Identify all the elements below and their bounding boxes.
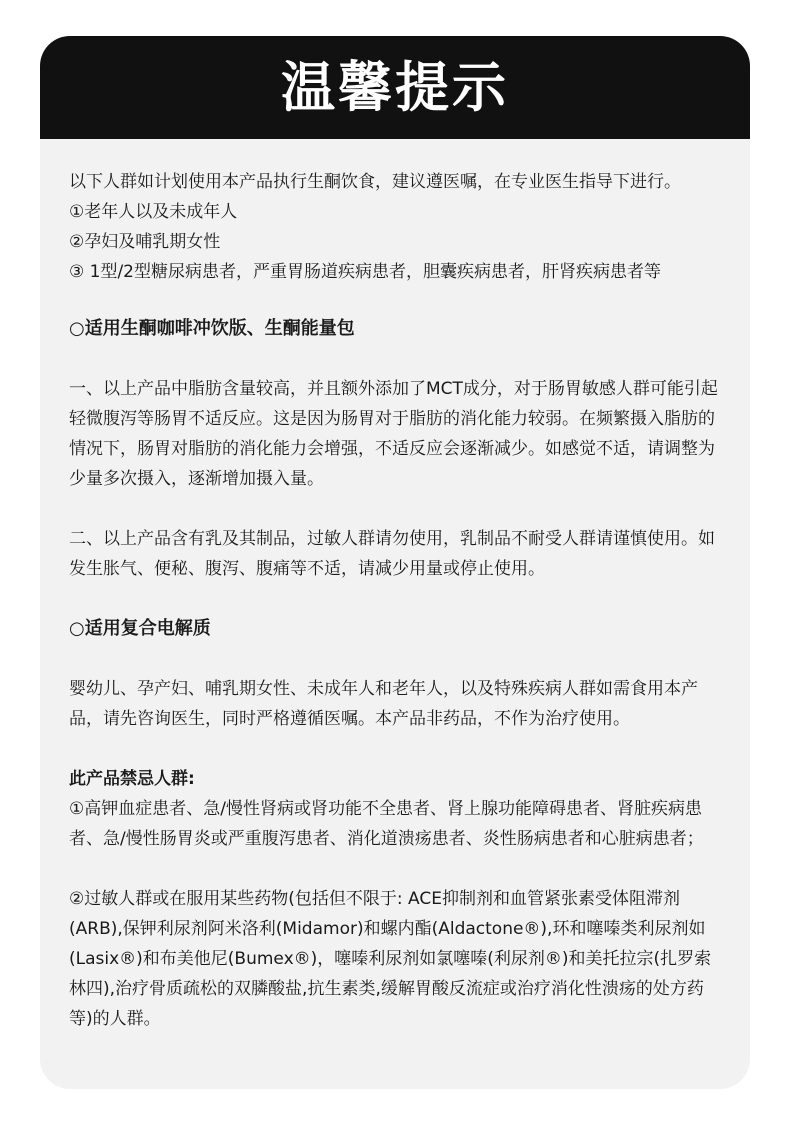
intro-block [69, 167, 721, 287]
intro-text: 以下人群如计划使用本产品执行生酮饮食，建议遵医嘱，在专业医生指导下进行。 [69, 172, 681, 192]
header-bar [40, 36, 750, 139]
contraindication-item-1: ①高钾血症患者、急/慢性肾病或肾功能不全患者、肾上腺功能障碍患者、肾脏疾病患者、急/慢性肠胃炎或严重腹泻患者、消化道溃疡患者、炎性肠病患者和心脏病患者； [69, 799, 704, 849]
intro-item: ③ 1型/2型糖尿病患者，严重胃肠道疾病患者，胆囊疾病患者，肝肾疾病患者等 [69, 262, 662, 282]
keto-paragraph-2: 二、以上产品含有乳及其制品，过敏人群请勿使用，乳制品不耐受人群请谨慎使用。如发生胀气、便秘、腹泻、腹痛等不适，请减少用量或停止使用。 [69, 529, 715, 579]
keto-paragraph-1: 一、以上产品中脂肪含量较高，并且额外添加了MCT成分，对于肠胃敏感人群可能引起轻微腹泻等肠胃不适反应。这是因为肠胃对于脂肪的消化能力较弱。在频繁摄入脂肪的情况下，肠胃对脂肪的消化能力会增强，不适反应会逐渐减少。如感觉不适，请调整为少量多次摄入，逐渐增加摄入量。 [69, 379, 718, 489]
section-title-electrolyte: ○适用复合电解质 [69, 618, 211, 639]
intro-item: ②孕妇及哺乳期女性 [69, 232, 221, 252]
contraindication-title: 此产品禁忌人群: [69, 769, 195, 789]
electrolyte-paragraph-1: 婴幼儿、孕产妇、哺乳期女性、未成年人和老年人，以及特殊疾病人群如需食用本产品，请先咨询医生，同时严格遵循医嘱。本产品非药品，不作为治疗使用。 [69, 679, 698, 729]
notice-card [40, 36, 750, 1089]
intro-item: ①老年人以及未成年人 [69, 202, 238, 222]
page-title: 温馨提示 [281, 55, 509, 119]
section-title-keto: ○适用生酮咖啡冲饮版、生酮能量包 [69, 318, 355, 339]
notice-content [40, 139, 750, 1034]
contraindication-item-2: ②过敏人群或在服用某些药物(包括但不限于: ACE抑制剂和血管紧张素受体阻滞剂(ARB),保钾利尿剂阿米洛利(Midamor)和螺内酯(Aldactone®),环和噻嗪类利尿剂如(Lasix®)和布美他尼(Bumex®)，噻嗪利尿剂如氯噻嗪(利尿剂®)和美托拉宗(扎罗索林四),治疗骨质疏松的双膦酸盐,抗生素类,缓解胃酸反流症或治疗消化性溃疡的处方药等)的人群。 [69, 889, 712, 1029]
